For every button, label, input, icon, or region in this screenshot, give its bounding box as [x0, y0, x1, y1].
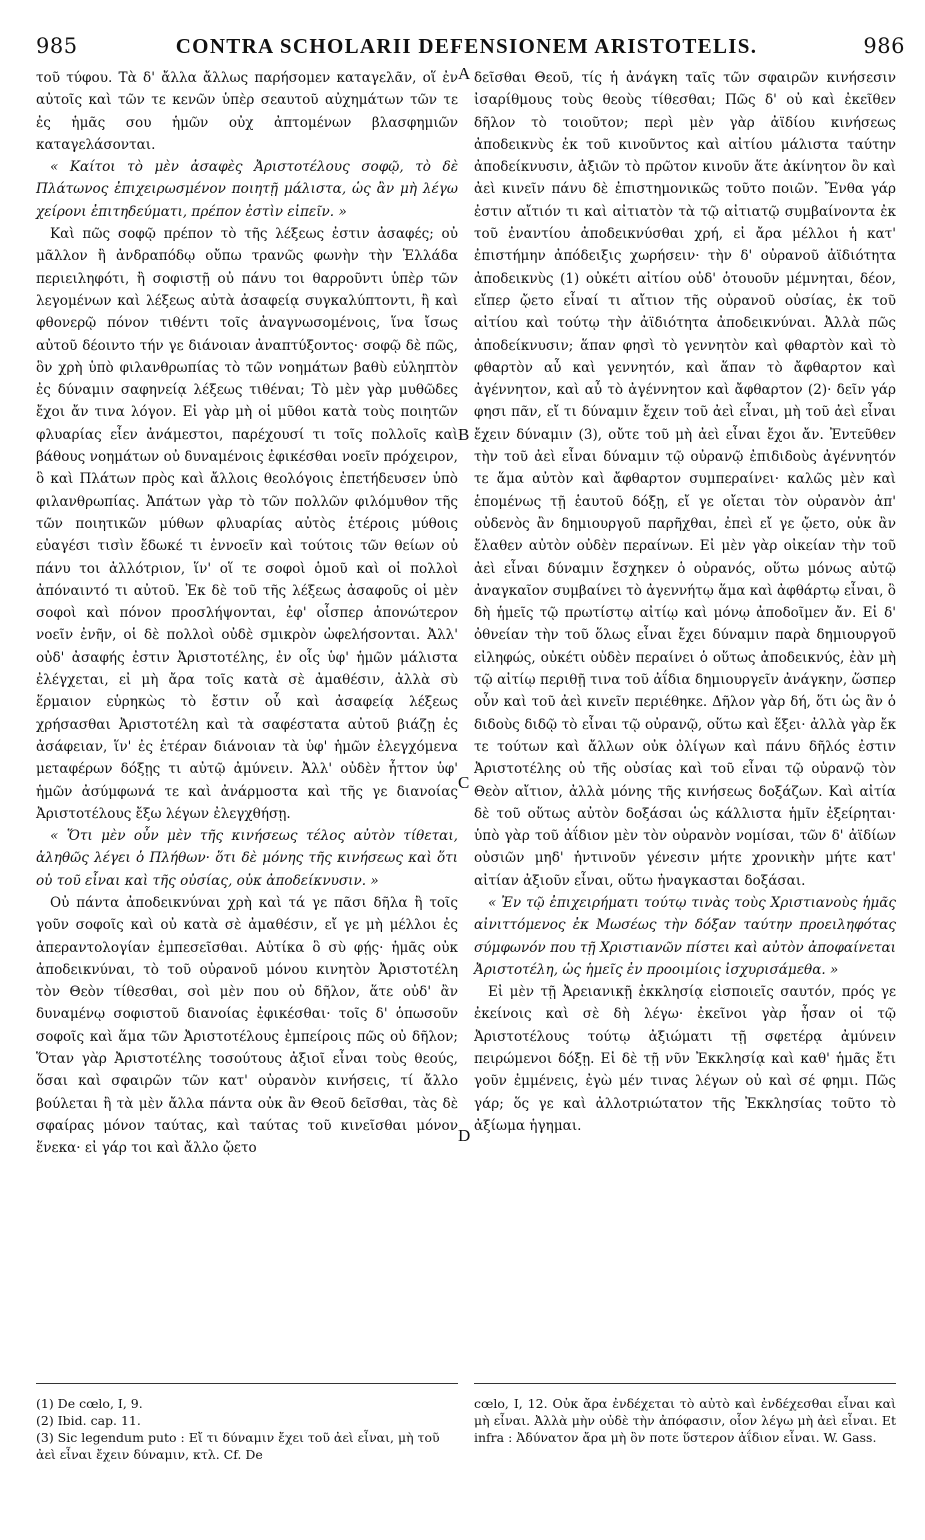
margin-letter-a: A [458, 64, 471, 83]
page-number-left: 985 [36, 34, 78, 58]
quoted-paragraph: « Ἐν τῷ ἐπιχειρήματι τούτῳ τινὰς τοὺς Χριστιανοὺς ἡμᾶς αἰνιττόμενος ἐκ Μωσέως τὴν δόξαν ταύτην προειληφότας σύμφωνόν που τῇ Χριστιανῶν πίστει καὶ αὐτὸν ἀποφαίνεται Ἀριστοτέλη, ὡς ἡμεῖς ἐν προοιμίοις ἰσχυρισάμεθα. » [474, 894, 896, 978]
page-number-right: 986 [863, 34, 905, 58]
right-column [474, 67, 896, 1137]
paragraph: Οὐ πάντα ἀποδεικνύναι χρὴ καὶ τά γε πᾶσι δῆλα ἢ τοῖς γοῦν σοφοῖς καὶ οὐ κατὰ σὲ ἀμαθέσιν, εἴ γε μὴ μέλλοι ἐς ἀπεραντολογίαν ἐμπεσεῖσθαι. Αὐτίκα ὃ σὺ φῄς· ἡμᾶς οὐκ ἀποδεικνύναι, τὸ τοῦ οὐρανοῦ μόνου κινητὸν Ἀριστοτέλη τὸν Θεὸν τίθεσθαι, σοὶ μὲν που οὐ δῆλον, ἅτε οὐδ' ἂν δυναμένῳ σοφιστοῦ διανοίας ἐφικέσθαι· τοῖς δ' ὁπωσοῦν σοφοῖς καὶ ἅμα τῶν Ἀριστοτέλους ἐμπείροις πῶς οὐ δῆλον; Ὅταν γὰρ Ἀριστοτέλης τοσούτους ἀξιοῖ εἶναι τοὺς θεούς, ὅσαι καὶ σφαιρῶν τῶν κατ' οὐρανὸν κινήσεις, τί ἄλλο βούλεται ἢ τὰ μὲν ἄλλα πάντα οὐκ ἂν Θεοῦ δεῖσθαι, τὰς δὲ σφαίρας μόνον ταύτας, καὶ ταύτας τοῦ κινεῖσθαι μόνον ἕνεκα· εἰ γάρ τοι καὶ ἄλλο ᾤετο [36, 894, 458, 1157]
margin-letter-d: D [458, 1126, 471, 1145]
margin-letter-c: C [458, 773, 470, 792]
footnote: (2) Ibid. cap. 11. [36, 1413, 141, 1428]
footnote: (1) De cœlo, I, 9. [36, 1396, 143, 1411]
footnote: (3) Sic legendum puto : Εἴ τι δύναμιν ἔχει τοῦ ἀεὶ εἶναι, μὴ τοῦ ἀεὶ εἶναι ἔχειν δύναμιν, κτλ. Cf. De [36, 1430, 440, 1462]
margin-letter-b: B [458, 425, 470, 444]
left-column [36, 67, 458, 1160]
paragraph: δεῖσθαι Θεοῦ, τίς ἡ ἀνάγκη ταῖς τῶν σφαιρῶν κινήσεσιν ἰσαρίθμους τοὺς θεοὺς τίθεσθαι; Πῶς δ' οὐ καὶ ἐκεῖθεν δῆλον τὸ τοιοῦτον; περὶ μὲν γὰρ ἀϊδίου κινήσεως ἀποδεικνὺς ἐκ τοῦ κινοῦντος καὶ αἰτίου μάλιστα ταύτην ἀποδείκνυσιν, ἀξιῶν τὸ πρῶτον κινοῦν ἅτε ἀκίνητον ὂν καὶ ἀεὶ κινεῖν πάνυ δὲ ἐπιστημονικῶς τοῦτο ποιῶν. Ἔνθα γάρ ἐστιν αἴτιόν τι καὶ αἰτιατὸν τὰ τῷ αἰτιατῷ συμβαίνοντα ἐκ τοῦ ἐναντίου ἀποδεικνύσθαι χρή, εἰ ἄρα μέλλοι ἡ κατ' ἐπιστήμην ἀπόδειξις χωρήσειν· τὴν δ' οὐρανοῦ ἀϊδιότητα ἀποδεικνὺς (1) οὐκέτι αἰτίου οὐδ' ὁτουοῦν μέμνηται, δέον, εἴπερ ᾤετο εἶναί τι αἴτιον τῆς οὐρανοῦ οὐσίας, ἐκ τοῦ αἰτίου καὶ τούτῳ τὴν ἀϊδιότητα ἀποδεικνύναι. Ἀλλὰ πῶς ἀποδείκνυσιν; ἅπαν φησὶ τὸ γεννητὸν καὶ φθαρτὸν καὶ τὸ φθαρτὸν αὖ καὶ γεννητόν, καὶ ἅπαν τὸ ἄφθαρτον καὶ ἀγέννητον, καὶ αὖ τὸ ἀγέννητον καὶ ἄφθαρτον (2)· δεῖν γάρ φησι πᾶν, εἴ τι δύναμιν ἔχειν τοῦ ἀεὶ εἶναι, μὴ τοῦ ἀεὶ εἶναι ἔχειν δύναμιν (3), οὔτε τοῦ μὴ ἀεὶ εἶναι ἔχοι ἄν. Ἐντεῦθεν τὴν τοῦ ἀεὶ εἶναι δύναμιν τῷ οὐρανῷ ἐπιδιδοὺς ἀγέννητόν τε ἅμα αὐτὸν καὶ ἄφθαρτον συμπεραίνει· καλῶς μὲν καὶ ἑπομένως τῇ ἑαυτοῦ δόξῃ, εἴ γε οἴεται τὸν οὐρανὸν ἀπ' οὐδενὸς ἂν δημιουργοῦ παρῆχθαι, ἐπεὶ εἴ γε ᾤετο, οὐκ ἂν ἔλαθεν αὐτὸν οὐδὲν περαίνων. Εἰ μὲν γὰρ οἰκείαν τὴν τοῦ ἀεὶ εἶναι δύναμιν ἔσχηκεν ὁ οὐρανός, οὕτω μόνως αὐτῷ ἀναγκαῖον συμβαίνει τὸ ἀγεννήτῳ ἅμα καὶ ἀφθάρτῳ εἶναι, ὃ δὴ ἡμεῖς τῷ πρωτίστῳ αἰτίῳ καὶ μόνῳ ἀποδοῖμεν ἄν. Εἰ δ' ὀθνείαν τὴν τοῦ ὅλως εἶναι ἔχει δύναμιν παρὰ δημιουργοῦ εἰληφώς, οὐκέτι οὐδὲν περαίνει ὁ οὕτως ἀποδεικνύς, ἐὰν μὴ τῷ αἰτίῳ περιθῇ τινα τοῦ ἀΐδια δημιουργεῖν ἀνάγκην, ὥσπερ οὖν καὶ τοῦ ἀεὶ κινεῖν περιέθηκε. Δῆλον γὰρ δή, ὅτι ὡς ἂν ὁ διδοὺς διδῷ τὸ εἶναι τῷ οὐρανῷ, οὕτω καὶ ἕξει· ἀλλὰ γὰρ ἔκ τε τούτων καὶ ἄλλων οὐκ ὀλίγων καὶ πάνυ δῆλός ἐστιν Ἀριστοτέλης οὐ τῆς οὐσίας καὶ τοῦ εἶναι τῷ οὐρανῷ τὸν Θεὸν αἴτιον, ἀλλὰ μόνης τῆς κινήσεως δοξάζων. Καὶ αἰτία δὲ τοῦ οὕτως αὐτὸν δοξάσαι ὡς κάλλιστα ἡμῖν ἐξείρηται· ὑπὸ γὰρ τοῦ ἀΐδιον μὲν τὸν οὐρανὸν νομίσαι, τῶν δ' ἀϊδίων οὐσιῶν μηδ' ἡντινοῦν γένεσιν μήτε χρονικὴν μήτε κατ' αἰτίαν ἀξιοῦν εἶναι, οὕτω ἠναγκασται δοξάσαι. [474, 70, 896, 889]
paragraph: Καὶ πῶς σοφῷ πρέπον τὸ τῆς λέξεως ἐστιν ἀσαφές; οὐ μᾶλλον ἢ ἀνδραπόδῳ οὔπω τρανῶς φωνὴν τὴν Ἑλλάδα περιειληφότι, ἢ σοφιστῇ οὐ πάνυ τοι θαρροῦντι ὑπὲρ τῶν λεγομένων καὶ λέξεως αὐτὰ ἀσαφείᾳ συγκαλύπτοντι, ἢ καὶ φθονερῷ πόνον τιθέντι τοῖς ἀναγνωσομένοις, ἵνα ἴσως αὐτοῦ δέοιντο τήν γε διάνοιαν ἀναπτύξοντος· σοφῷ δὲ πῶς, ὃν χρὴ ὑπὸ φιλανθρωπίας τὸ τῶν νοημάτων βαθὺ εὐληπτὸν ἐς δύναμιν σαφηνείᾳ λέξεως τιθέναι; Τὸ μὲν γὰρ μυθῶδες ἔχοι ἄν τινα λόγον. Εἰ γὰρ μὴ οἱ μῦθοι κατὰ τοὺς ποιητῶν φλυαρίας εἶεν ἀνάμεστοι, παρέχουσί τι τοῖς πολλοῖς καὶ βάθους νοημάτων οὐ δυναμένοις ἐφικέσθαι νοεῖν πρόχειρον, ὃ καὶ Πλάτων πρὸς καὶ ἄλλοις θεολόγοις ἐπετήδευσεν ὑπὸ φιλανθρωπίας. Ἀπάτων γὰρ τὸ τῶν πολλῶν φιλόμυθον τῆς τῶν ποιητικῶν μύθων φλυαρίας αὐτὸς ἑτέροις μύθοις εὐαγέσι τισὶν ἔδωκέ τι ἐννοεῖν καὶ τούτοις τῶν θείων οὐ πάνυ τοι ἀλλότριον, ἵν' οἵ τε σοφοὶ ὁμοῦ καὶ οἱ πολλοὶ ἀπόναιντό τι αὐτοῦ. Ἐκ δὲ τοῦ τῆς λέξεως ἀσαφοῦς οἱ μὲν σοφοὶ καὶ πόνον προσλήψονται, ἐφ' οἷσπερ ἀπονώτερον νοεῖν ἐνῆν, οἱ δὲ πολλοὶ οὐδὲ σμικρὸν ὠφελήσονται. Ἀλλ' οὐδ' ἀσαφής ἐστιν Ἀριστοτέλης, ἐν οἷς ὑφ' ἡμῶν μάλιστα ἐλέγχεται, εἰ μὴ ἄρα τοῖς κατὰ σὲ ἀμαθέσιν, ἀλλὰ σὺ ἕρμαιον εὑρηκὼς τὸ ἔστιν οὗ καὶ ἀσαφείᾳ λέξεως χρήσασθαι Ἀριστοτέλη καὶ τὰ σαφέστατα αὐτοῦ βιάζῃ ἐς ἀσάφειαν, ἵν' ἐς ἑτέραν διάνοιαν τὰ ὑφ' ἡμῶν ἐλεγχόμενα μεταφέρων δόξῃς τι αὐτῷ ἀμύνειν. Ἀλλ' οὐδὲν ἧττον ὑφ' ἡμῶν ἀσύμφωνά τε καὶ ἀνάρμοστα καὶ τῆς γε διανοίας Ἀριστοτέλους ἔξω λέγων ἐλεγχθήσῃ. [36, 226, 458, 822]
quoted-paragraph: « Ὅτι μὲν οὖν μὲν τῆς κινήσεως τέλος αὐτὸν τίθεται, ἀληθῶς λέγει ὁ Πλήθων· ὅτι δὲ μόνης τῆς κινήσεως καὶ ὅτι οὐ τοῦ εἶναι καὶ τῆς οὐσίας, οὐκ ἀποδείκνυσιν. » [36, 828, 458, 889]
footnotes-left [36, 1395, 458, 1463]
footnote: cœlo, I, 12. Οὐκ ἄρα ἐνδέχεται τὸ αὐτὸ καὶ ἐνδέχεσθαι εἶναι καὶ μὴ εἶναι. Ἀλλὰ μὴν οὐδὲ τὴν ἀπόφασιν, οἷον λέγω μὴ ἀεὶ εἶναι. Et infra : Ἀδύνατον ἄρα μὴ ὂν ποτε ὕστερον ἀΐδιον εἶναι. W. Gass. [474, 1396, 896, 1445]
paragraph: τοῦ τύφου. Τὰ δ' ἄλλα ἄλλως παρήσομεν καταγελᾶν, οἵ ἐν αὐτοῖς καὶ τῶν τε κενῶν ὑπὲρ σεαυτοῦ αὐχημάτων τῶν τε ἐς ἡμᾶς σου ἡμῶν οὐχ ἀπτομένων βλασφημιῶν καταγελάσονται. [36, 70, 458, 153]
paragraph: Εἰ μὲν τῇ Ἀρειανικῇ ἐκκλησίᾳ εἰσποιεῖς σαυτόν, πρός γε ἐκείνοις καὶ σὲ δὴ λέγω· ἐκεῖνοι γὰρ ἦσαν οἱ τῷ Ἀριστοτέλους τούτῳ ἀξιώματι τῇ σφετέρᾳ ἀμύνειν πειρώμενοι δόξῃ. Εἰ δὲ τῇ νῦν Ἐκκλησίᾳ καὶ καθ' ἡμᾶς ἔτι γοῦν ἐμμένεις, ἐγὼ μέν τινας λέγων οὐ καὶ σέ φημι. Πῶς γάρ; ὅς γε καὶ ἀλλοτριώτατον τῆς Ἐκκλησίας τοῦτο τὸ ἀξίωμα ἡγημαι. [474, 984, 896, 1134]
page-header [28, 34, 905, 60]
running-title: CONTRA SCHOLARII DEFENSIONEM ARISTOTELIS. [175, 34, 758, 58]
quoted-paragraph: « Καίτοι τὸ μὲν ἀσαφὲς Ἀριστοτέλους σοφῷ, τὸ δὲ Πλάτωνος ἐπιχειρωσμένον ποιητῇ μάλιστα, ὡς ἂν μὴ λέγω χείρονι ἐπιτηδεύματι, πρέπον ἐστὶν εἰπεῖν. » [36, 159, 458, 220]
footnote-rule-right [474, 1383, 896, 1384]
footnote-rule-left [36, 1383, 458, 1384]
footnotes-right [474, 1395, 896, 1446]
